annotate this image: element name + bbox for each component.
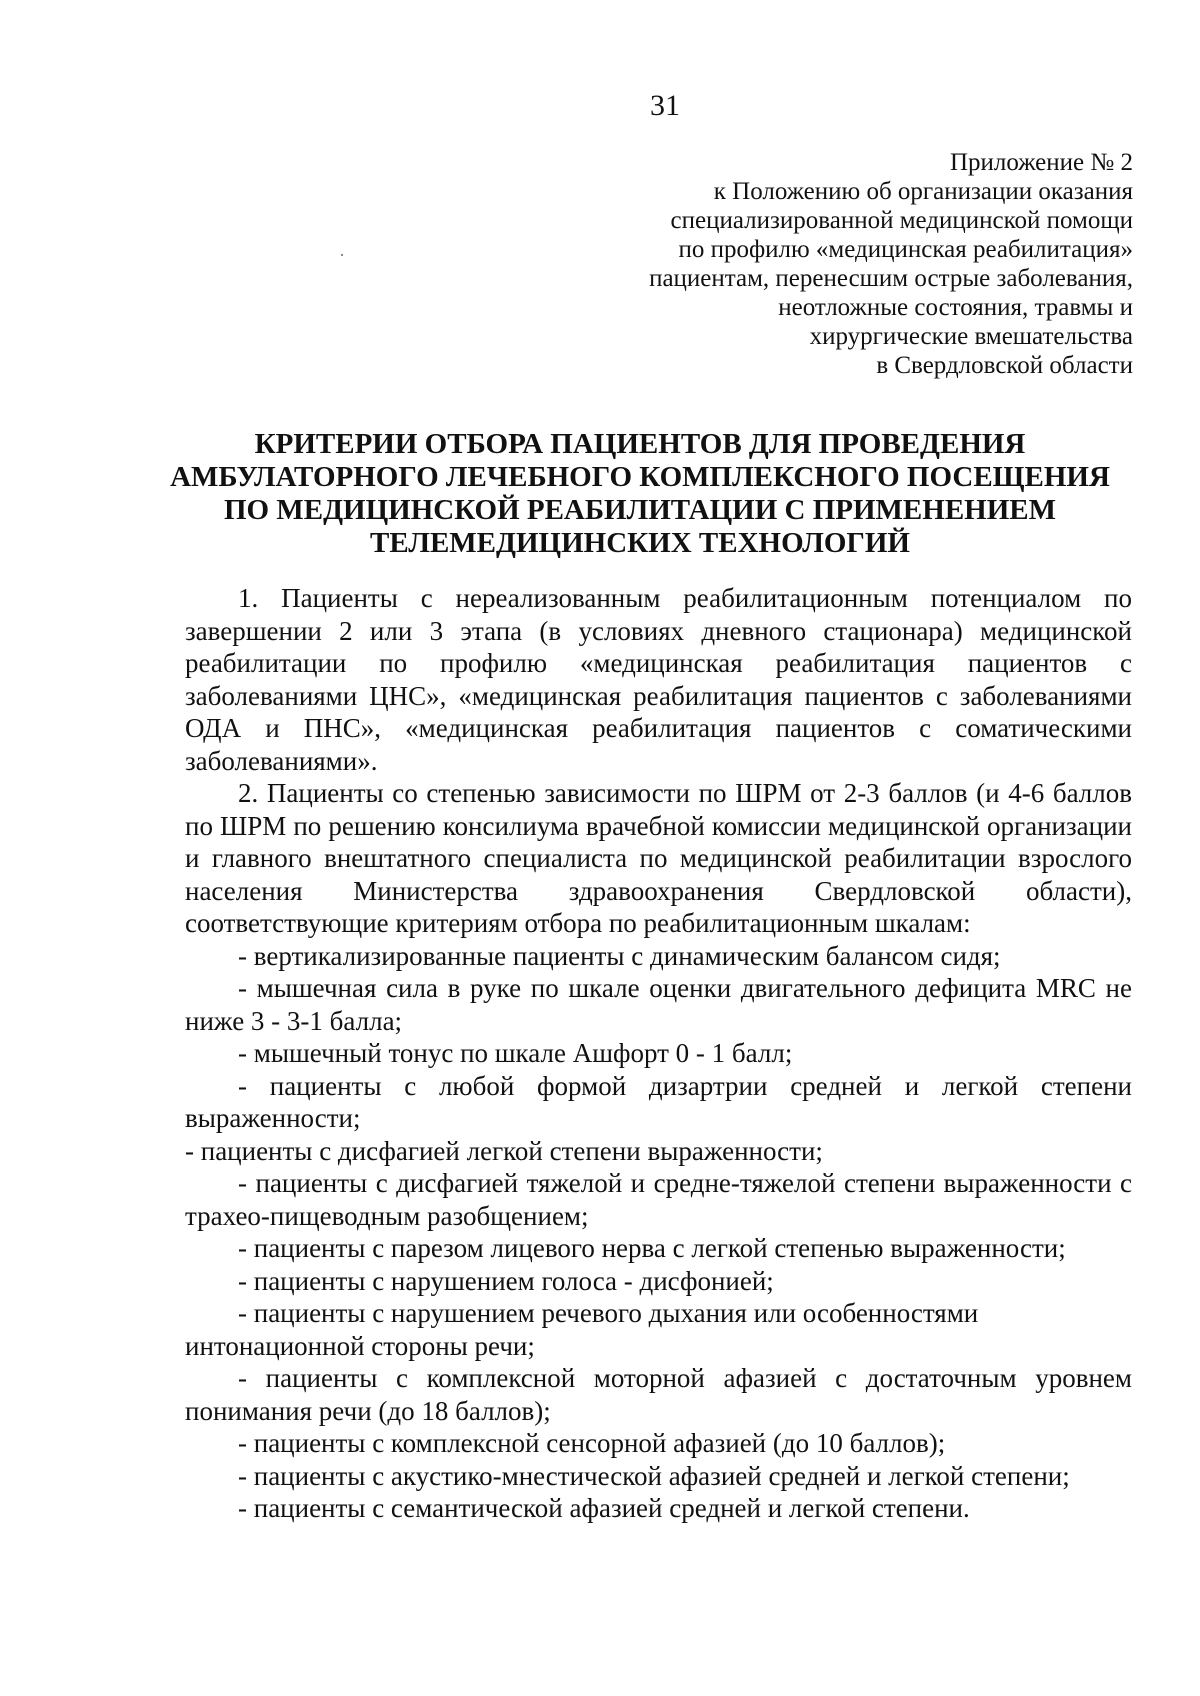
page-number: 31 — [650, 89, 680, 122]
criteria-item: - пациенты с дисфагией легкой степени выраженности; — [185, 1135, 823, 1166]
criteria-item: - вертикализированные пациенты с динамическим балансом сидя; — [238, 940, 1001, 971]
criteria-item: - пациенты с нарушением речевого дыхания или особенностями интонационной стороны речи; — [185, 1298, 979, 1361]
appendix-line: к Положению об организации оказания — [713, 178, 1133, 205]
title-line: ТЕЛЕМЕДИЦИНСКИХ ТЕХНОЛОГИЙ — [370, 527, 910, 559]
criteria-item: - пациенты с нарушением голоса - дисфонией; — [238, 1265, 774, 1296]
paragraph-2: 2. Пациенты со степенью зависимости по ШРМ от 2-3 баллов (и 4-6 баллов по ШРМ по решению консилиума врачебной комиссии медицинской организации и главного внештатного специалиста по медицинской реабилитации взрослого населения Министерства здравоохранения Свердловской области), соответствующие критериям отбора по реабилитационным шкалам: — [185, 778, 1132, 938]
title-line: ПО МЕДИЦИНСКОЙ РЕАБИЛИТАЦИИ С ПРИМЕНЕНИЕМ — [224, 494, 1056, 526]
title-line: КРИТЕРИИ ОТБОРА ПАЦИЕНТОВ ДЛЯ ПРОВЕДЕНИЯ — [254, 428, 1026, 460]
appendix-line: хирургические вмешательства — [809, 323, 1133, 350]
appendix-header — [649, 148, 1133, 380]
criteria-item: - пациенты с семантической афазией средней и легкой степени. — [238, 1493, 970, 1523]
appendix-line: специализированной медицинской помощи — [670, 207, 1133, 234]
appendix-line: Приложение № 2 — [949, 149, 1133, 176]
criteria-item: - мышечная сила в руке по шкале оценки двигательного дефицита MRC не ниже 3 - 3-1 балла; — [185, 973, 1132, 1036]
criteria-item: - мышечный тонус по шкале Ашфорт 0 - 1 балл; — [238, 1038, 793, 1068]
document-title — [150, 428, 1130, 560]
document-body — [185, 582, 1132, 1525]
scan-speck — [341, 254, 343, 256]
criteria-item: - пациенты с акустико-мнестической афазией средней и легкой степени; — [238, 1460, 1070, 1491]
criteria-item: - пациенты с дисфагией тяжелой и средне-тяжелой степени выраженности с трахео-пищеводным разобщением; — [185, 1168, 1132, 1231]
title-line: АМБУЛАТОРНОГО ЛЕЧЕБНОГО КОМПЛЕКСНОГО ПОСЕЩЕНИЯ — [170, 461, 1110, 493]
appendix-line: неотложные состояния, травмы и — [778, 294, 1133, 321]
criteria-item: - пациенты с комплексной моторной афазией с достаточным уровнем понимания речи (до 18 баллов); — [185, 1363, 1132, 1426]
criteria-item: - пациенты с комплексной сенсорной афазией (до 10 баллов); — [238, 1428, 946, 1458]
criteria-item: - пациенты с парезом лицевого нерва с легкой степенью выраженности; — [238, 1233, 1066, 1263]
paragraph-1: 1. Пациенты с нереализованным реабилитационным потенциалом по завершении 2 или 3 этапа (в условиях дневного стационара) медицинской реабилитации по профилю «медицинская реабилитация пациентов с заболеваниями ЦНС», «медицинская реабилитация пациентов с заболеваниями ОДА и ПНС», «медицинская реабилитация пациентов с соматическими заболеваниями». — [185, 583, 1132, 776]
appendix-line: в Свердловской области — [876, 352, 1133, 379]
appendix-line: по профилю «медицинская реабилитация» — [678, 236, 1133, 263]
appendix-line: пациентам, перенесшим острые заболевания, — [649, 265, 1133, 292]
criteria-item: - пациенты с любой формой дизартрии средней и легкой степени выраженности; — [185, 1070, 1132, 1133]
